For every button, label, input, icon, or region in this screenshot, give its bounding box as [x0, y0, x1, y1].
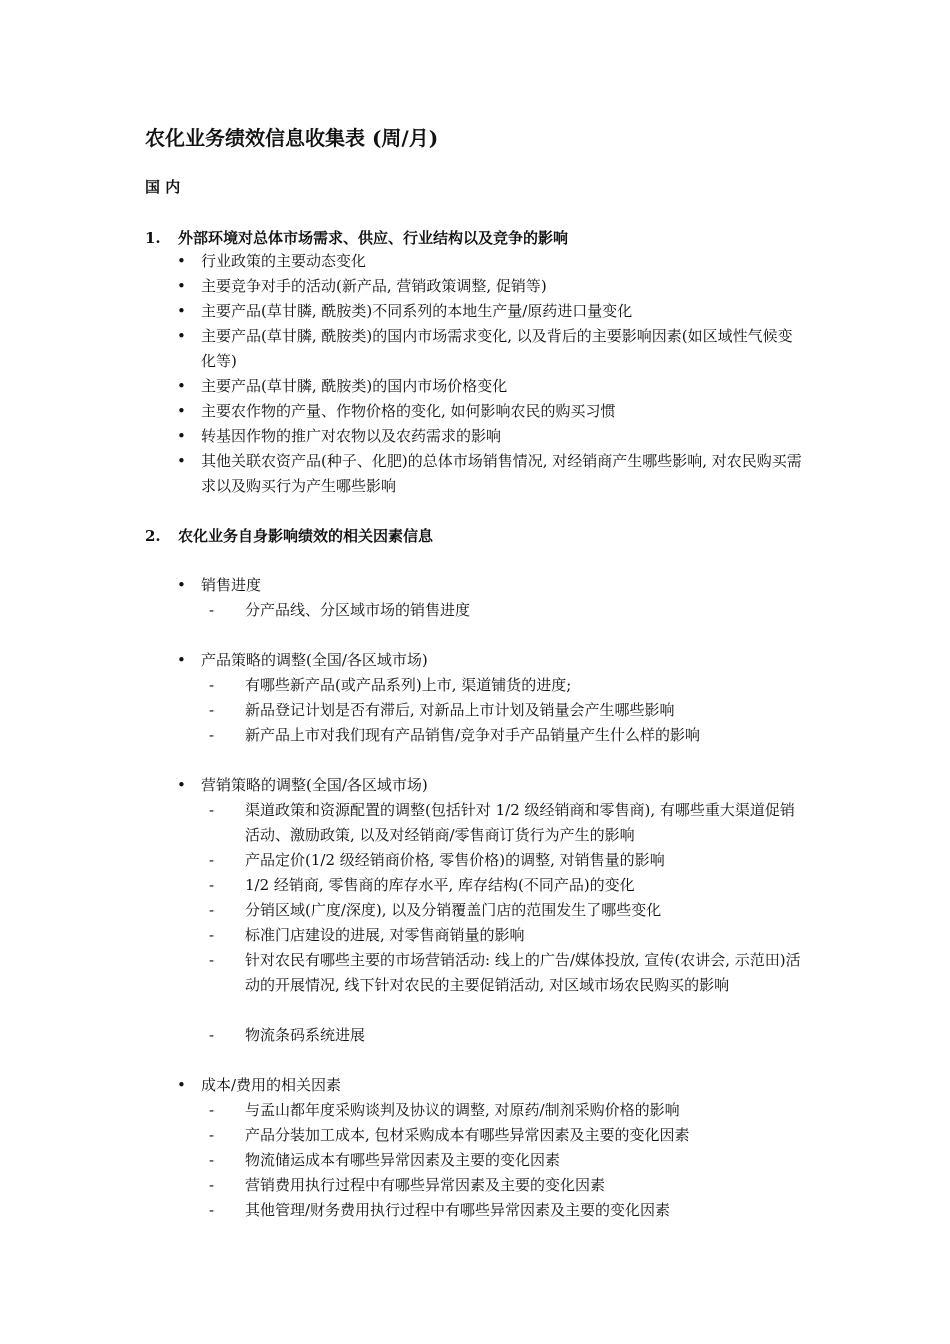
bullet-marker: • [177, 452, 186, 470]
dash-marker: - [209, 926, 215, 944]
bullet-marker: • [177, 576, 186, 594]
group-label: 成本/费用的相关因素 [201, 1076, 342, 1094]
sub-list-item-text: 渠道政策和资源配置的调整(包括针对 1/2 级经销商和零售商), 有哪些重大渠道促销活动、激励政策, 以及对经销商/零售商订货行为产生的影响 [245, 801, 795, 844]
list-item-text: 转基因作物的推广对农物以及农药需求的影响 [201, 427, 502, 445]
sub-list-item-text: 有哪些新产品(或产品系列)上市, 渠道铺货的进度; [245, 676, 572, 694]
group-heading [177, 648, 841, 673]
dash-marker: - [209, 1176, 215, 1194]
sub-list-item-text: 产品定价(1/2 级经销商价格, 零售价格)的调整, 对销售量的影响 [245, 851, 665, 869]
sub-list-item-text: 新品登记计划是否有滞后, 对新品上市计划及销量会产生哪些影响 [245, 701, 675, 719]
list-item [177, 249, 841, 274]
dash-marker: - [209, 876, 215, 894]
list-item-text: 主要竞争对手的活动(新产品, 营销政策调整, 促销等) [201, 277, 547, 295]
bullet-marker: • [177, 651, 186, 669]
sub-list-item [209, 898, 845, 923]
bullet-marker: • [177, 402, 186, 420]
section-2-heading [145, 525, 433, 546]
sub-list-item-text: 其他管理/财务费用执行过程中有哪些异常因素及主要的变化因素 [245, 1201, 671, 1219]
dash-marker: - [209, 1201, 215, 1219]
dash-marker: - [209, 851, 215, 869]
section-1-heading [145, 227, 568, 248]
bullet-marker: • [177, 277, 186, 295]
sub-list-item-text: 物流条码系统进展 [245, 1026, 366, 1044]
group-label: 营销策略的调整(全国/各区域市场) [201, 776, 428, 794]
sub-list-item [209, 948, 808, 998]
section-number: 1. [145, 229, 161, 247]
bullet-marker: • [177, 377, 186, 395]
bullet-marker: • [177, 1076, 186, 1094]
sub-list-item-text: 新产品上市对我们现有产品销售/竞争对手产品销量产生什么样的影响 [245, 726, 701, 744]
bullet-marker: • [177, 776, 186, 794]
sub-list-item [209, 1123, 845, 1148]
dash-marker: - [209, 676, 215, 694]
dash-marker: - [209, 1151, 215, 1169]
bullet-marker: • [177, 302, 186, 320]
list-item [177, 299, 841, 324]
dash-marker: - [209, 601, 215, 619]
group-label: 销售进度 [201, 576, 262, 594]
dash-marker: - [209, 1101, 215, 1119]
dash-marker: - [209, 701, 215, 719]
dash-marker: - [209, 951, 215, 969]
bullet-marker: • [177, 327, 186, 345]
sub-list-item [209, 723, 845, 748]
sub-list-item-text: 针对农民有哪些主要的市场营销活动: 线上的广告/媒体投放, 宣传(农讲会, 示范田)活动的开展情况, 线下针对农民的主要促销活动, 对区域市场农民购买的影响 [245, 951, 801, 994]
list-item-text: 行业政策的主要动态变化 [201, 252, 367, 270]
dash-marker: - [209, 1026, 215, 1044]
sub-list-item-text: 分产品线、分区域市场的销售进度 [245, 601, 471, 619]
list-item [177, 324, 807, 374]
section-number: 2. [145, 527, 161, 545]
sub-list-item [209, 798, 808, 848]
sub-list-item [209, 1098, 845, 1123]
group-heading [177, 773, 841, 798]
list-item [177, 274, 841, 299]
sub-list-item [209, 1023, 845, 1048]
bullet-marker: • [177, 427, 186, 445]
sub-list-item [209, 1148, 845, 1173]
sub-list-item-text: 分销区域(广度/深度), 以及分销覆盖门店的范围发生了哪些变化 [245, 901, 662, 919]
list-item-text: 主要农作物的产量、作物价格的变化, 如何影响农民的购买习惯 [201, 402, 616, 420]
group-heading [177, 1073, 841, 1098]
list-item-text: 主要产品(草甘膦, 酰胺类)的国内市场价格变化 [201, 377, 508, 395]
sub-list-item-text: 物流储运成本有哪些异常因素及主要的变化因素 [245, 1151, 561, 1169]
sub-list-item-text: 标准门店建设的进展, 对零售商销量的影响 [245, 926, 525, 944]
sub-list-item [209, 673, 845, 698]
dash-marker: - [209, 726, 215, 744]
sub-list-item [209, 923, 845, 948]
section-title: 外部环境对总体市场需求、供应、行业结构以及竞争的影响 [178, 229, 569, 247]
group-heading [177, 573, 841, 598]
sub-list-item-text: 营销费用执行过程中有哪些异常因素及主要的变化因素 [245, 1176, 606, 1194]
list-item [177, 374, 841, 399]
list-item-text: 其他关联农资产品(种子、化肥)的总体市场销售情况, 对经销商产生哪些影响, 对农民购买需求以及购买行为产生哪些影响 [201, 452, 802, 495]
list-item-text: 主要产品(草甘膦, 酰胺类)的国内市场需求变化, 以及背后的主要影响因素(如区域性气候变化等) [201, 327, 793, 370]
sub-list-item [209, 1173, 845, 1198]
sub-list-item-text: 1/2 经销商, 零售商的库存水平, 库存结构(不同产品)的变化 [245, 876, 635, 894]
dash-marker: - [209, 901, 215, 919]
region-heading: 国 内 [145, 178, 181, 196]
sub-list-item-text: 与孟山都年度采购谈判及协议的调整, 对原药/制剂采购价格的影响 [245, 1101, 680, 1119]
group-label: 产品策略的调整(全国/各区域市场) [201, 651, 428, 669]
list-item-text: 主要产品(草甘膦, 酰胺类)不同系列的本地生产量/原药进口量变化 [201, 302, 633, 320]
document-title: 农化业务绩效信息收集表 (周/月) [145, 126, 439, 150]
sub-list-item-text: 产品分装加工成本, 包材采购成本有哪些异常因素及主要的变化因素 [245, 1126, 690, 1144]
sub-list-item [209, 848, 845, 873]
sub-list-item [209, 698, 845, 723]
sub-list-item [209, 598, 845, 623]
sub-list-item [209, 873, 845, 898]
bullet-marker: • [177, 252, 186, 270]
list-item [177, 424, 841, 449]
dash-marker: - [209, 801, 215, 819]
list-item [177, 399, 841, 424]
section-title: 农化业务自身影响绩效的相关因素信息 [178, 527, 434, 545]
list-item [177, 449, 807, 499]
dash-marker: - [209, 1126, 215, 1144]
sub-list-item [209, 1198, 845, 1223]
